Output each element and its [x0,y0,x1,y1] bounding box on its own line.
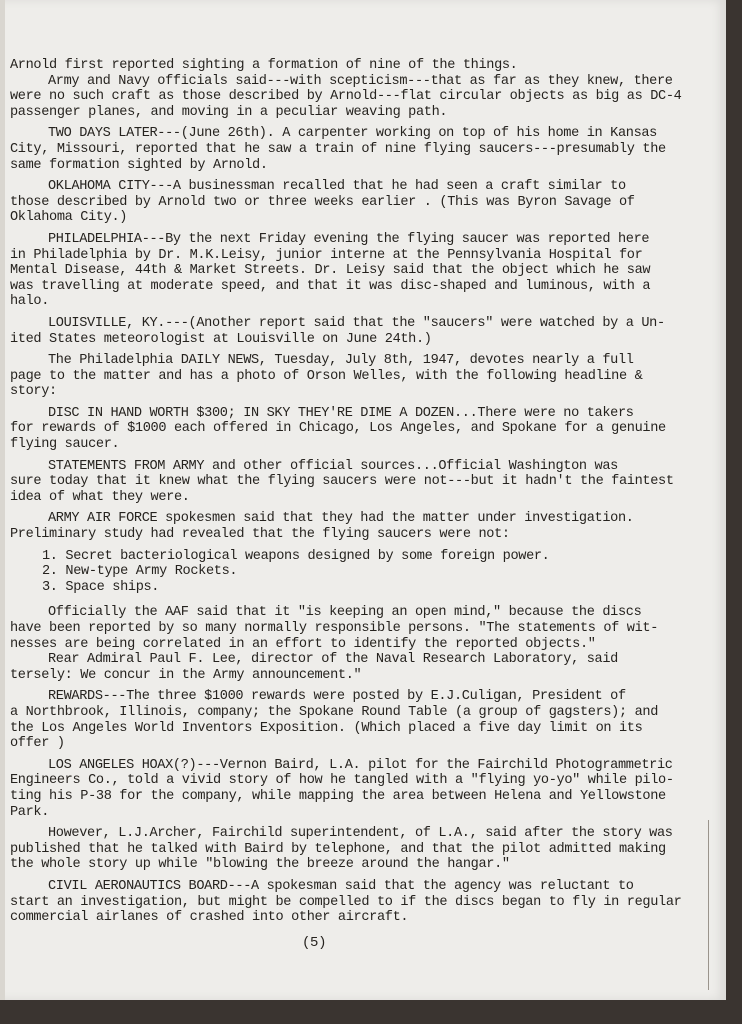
list-item: 1. Secret bacteriological weapons designed by some foreign power. [42,548,550,564]
text-line: Mental Disease, 44th & Market Streets. Dr. Leisy said that the object which he saw [10,263,651,279]
text-line: have been reported by so many normally responsible persons. "The statements of wit- [10,621,659,636]
text-line: The Philadelphia DAILY NEWS, Tuesday, July 8th, 1947, devotes nearly a full [48,353,634,369]
text-line: REWARDS---The three $1000 rewards were posted by E.J.Culigan, President of [48,689,626,705]
paragraph [10,58,710,74]
text-line: page to the matter and has a photo of Orson Welles, with the following headline & [10,368,643,384]
paragraph [10,879,710,926]
text-line: LOS ANGELES HOAX(?)---Vernon Baird, L.A. pilot for the Fairchild Photogrammetric [48,757,673,773]
text-line: halo. [10,294,50,310]
text-line: offer ) [10,736,65,752]
text-line: Rear Admiral Paul F. Lee, director of the Naval Research Laboratory, said [48,652,618,668]
paragraph [10,232,710,310]
paragraph [10,826,710,873]
text-line: OKLAHOMA CITY---A businessman recalled that he had seen a craft similar to [48,179,626,195]
paragraph [10,406,710,453]
text-line: Park. [10,804,50,820]
text-line: Oklahoma City.) [10,210,128,226]
text-line: those described by Arnold two or three weeks earlier . (This was Byron Savage of [10,194,635,210]
text-line: story: [10,384,57,400]
text-line: idea of what they were. [10,489,190,505]
text-line: the Los Angeles World Inventors Exposition. (Which placed a five day limit on its [10,720,643,736]
text-line: Engineers Co., told a vivid story of how he tangled with a "flying yo-yo" while pilo- [10,773,674,789]
text-line: a Northbrook, Illinois, company; the Spokane Round Table (a group of gagsters); and [10,704,659,720]
text-line: for rewards of $1000 each offered in Chicago, Los Angeles, and Spokane for a genuine [10,421,666,437]
text-line: STATEMENTS FROM ARMY and other official sources...Official Washington was [48,458,618,474]
text-line: DISC IN HAND WORTH $300; IN SKY THEY'RE DIME A DOZEN...There were no takers [48,405,634,421]
paragraph [10,758,710,820]
text-line: passenger planes, and moving in a peculiar weaving path. [10,104,448,120]
text-line: LOUISVILLE, KY.---(Another report said that the "saucers" were watched by a Un- [48,315,665,331]
text-line: ting his P-38 for the company, while mapping the area between Helena and Yellowstone [10,788,666,804]
text-line: commercial airlanes of crashed into other aircraft. [10,910,409,926]
text-line: City, Missouri, reported that he saw a train of nine flying saucers---presumably the [10,141,666,157]
text-line: was travelling at moderate speed, and that it was disc-shaped and luminous, with a [10,278,651,294]
text-line: PHILADELPHIA---By the next Friday evening the flying saucer was reported here [48,231,650,247]
text-line: CIVIL AERONAUTICS BOARD---A spokesman said that the agency was reluctant to [48,878,634,894]
paragraph [10,459,710,506]
text-line: ited States meteorologist at Louisville on June 24th.) [10,331,432,347]
page-edge [0,0,5,1000]
paragraph [10,353,710,400]
page-number: (5) [302,934,327,951]
paragraph [10,689,710,751]
text-line: flying saucer. [10,437,120,453]
text-line: in Philadelphia by Dr. M.K.Leisy, junior interne at the Pennsylvania Hospital for [10,247,643,263]
paragraph [10,179,710,226]
paragraph [10,511,710,542]
text-line: Arnold first reported sighting a formation of nine of the things. [10,58,518,73]
text-line: same formation sighted by Arnold. [10,157,268,173]
text-line: tersely: We concur in the Army announcement." [10,667,362,683]
text-line: start an investigation, but might be compelled to if the discs began to fly in regular [10,894,682,910]
text-line: were no such craft as those described by Arnold---flat circular objects as big as DC-4 [10,89,682,105]
text-line: ARMY AIR FORCE spokesmen said that they had the matter under investigation. [48,511,634,527]
paragraph [10,605,710,652]
text-line: However, L.J.Archer, Fairchild superintendent, of L.A., said after the story was [48,826,673,842]
numbered-list [10,549,710,596]
paragraph [10,316,710,347]
text-line: Army and Navy officials said---with scepticism---that as far as they knew, there [48,73,673,89]
text-line: the whole story up while "blowing the breeze around the hangar." [10,857,510,873]
paragraph [10,652,710,683]
text-line: Officially the AAF said that it "is keeping an open mind," because the discs [48,605,642,621]
list-item: 3. Space ships. [42,579,160,595]
text-line: TWO DAYS LATER---(June 26th). A carpenter working on top of his home in Kansas [48,126,657,142]
document-body [10,58,710,952]
text-line: Preliminary study had revealed that the flying saucers were not: [10,527,510,543]
paragraph [10,74,710,121]
list-item: 2. New-type Army Rockets. [42,564,238,580]
text-line: published that he talked with Baird by telephone, and that the pilot admitted making [10,841,666,857]
paragraph [10,126,710,173]
text-line: nesses are being correlated in an effort to identify the reported objects." [10,636,596,652]
text-line: sure today that it knew what the flying saucers were not---but it hadn't the faintest [10,474,674,490]
